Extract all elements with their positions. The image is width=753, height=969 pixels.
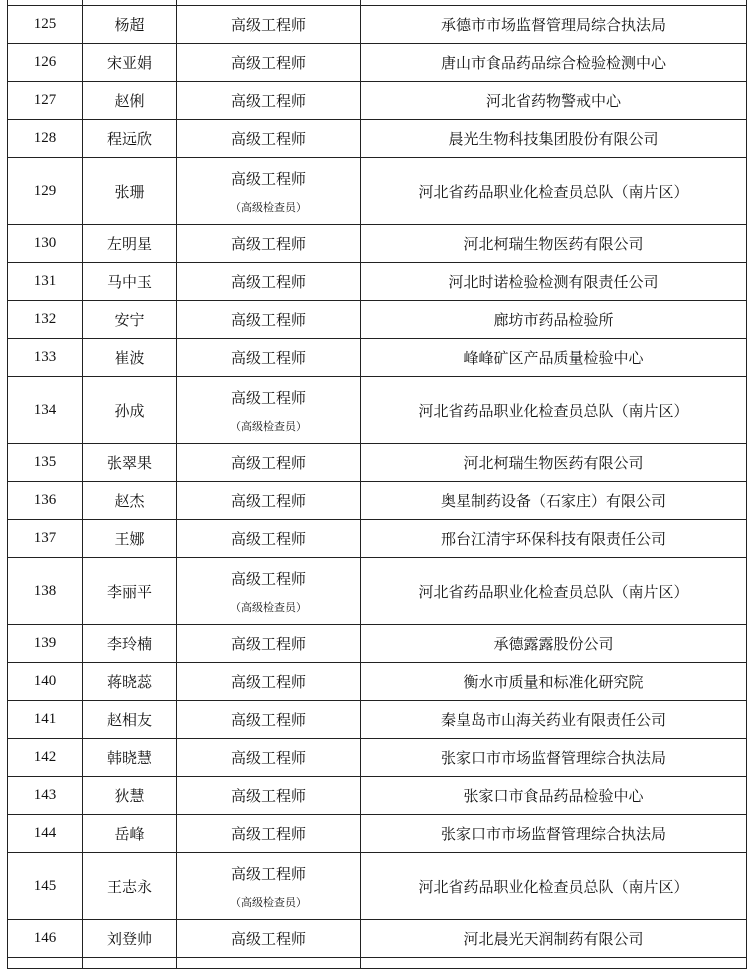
title-cell: [177, 625, 361, 663]
row-number-cell-text: 127: [33, 92, 57, 108]
name-cell-text: 赵杰: [114, 492, 145, 510]
name-cell: [83, 82, 177, 120]
organization-cell: [361, 339, 747, 377]
row-number-cell-text: 133: [33, 349, 57, 365]
name-cell: [83, 558, 177, 625]
name-cell: [83, 920, 177, 958]
name-cell-text: 张翠果: [106, 454, 152, 472]
organization-cell: [361, 44, 747, 82]
name-cell: [83, 120, 177, 158]
row-number-cell: [8, 225, 83, 263]
organization-cell: [361, 6, 747, 44]
row-number-cell-text: 142: [33, 749, 57, 765]
title-cell-text: 高级工程师: [230, 492, 306, 510]
table-row: [8, 263, 747, 301]
title-cell-text: 高级工程师: [230, 569, 306, 588]
name-cell: [83, 6, 177, 44]
organization-cell: [361, 739, 747, 777]
title-cell: [177, 6, 361, 44]
table-row: [8, 120, 747, 158]
organization-cell-text: 邢台江清宇环保科技有限责任公司: [440, 530, 666, 548]
table-row: [8, 482, 747, 520]
organization-cell-text: 承德露露股份公司: [493, 635, 614, 653]
name-cell-text: 杨超: [114, 16, 145, 34]
row-number-cell-text: 136: [33, 492, 57, 508]
table-row: [8, 625, 747, 663]
title-cell-text: 高级工程师: [230, 16, 306, 34]
title-cell-text: 高级工程师: [230, 530, 306, 548]
title-cell-text: 高级工程师: [230, 235, 306, 253]
name-cell-text: 王志永: [106, 877, 152, 896]
empty-cell: [177, 958, 361, 969]
table-row: [8, 225, 747, 263]
title-sub-text: （高级检查员）: [230, 600, 307, 614]
row-number-cell: [8, 663, 83, 701]
organization-cell-text: 河北晨光天润制药有限公司: [463, 930, 644, 948]
title-cell-text: 高级工程师: [230, 825, 306, 843]
row-number-cell: [8, 44, 83, 82]
name-cell: [83, 701, 177, 739]
row-number-cell-text: 134: [33, 401, 57, 418]
organization-cell-text: 河北省药品职业化检查员总队（南片区）: [418, 182, 689, 201]
title-cell: [177, 815, 361, 853]
table-row: [8, 82, 747, 120]
row-number-cell-text: 126: [33, 54, 57, 70]
table-row: [8, 920, 747, 958]
title-cell-text: 高级工程师: [230, 311, 306, 329]
title-cell: [177, 120, 361, 158]
title-cell-text: 高级工程师: [230, 92, 306, 110]
name-cell: [83, 777, 177, 815]
row-number-cell-text: 128: [33, 130, 57, 146]
name-cell-text: 马中玉: [106, 273, 152, 291]
name-cell-text: 崔波: [114, 349, 145, 367]
table-row: [8, 44, 747, 82]
name-cell-text: 韩晓慧: [106, 749, 152, 767]
title-cell: [177, 520, 361, 558]
organization-cell-text: 张家口市市场监督管理综合执法局: [440, 749, 666, 767]
title-cell-text: 高级工程师: [230, 349, 306, 367]
organization-cell: [361, 558, 747, 625]
table-row: [8, 853, 747, 920]
row-number-cell: [8, 853, 83, 920]
name-cell: [83, 444, 177, 482]
table-row: [8, 377, 747, 444]
name-cell: [83, 815, 177, 853]
title-cell: [177, 225, 361, 263]
title-cell-text: 高级工程师: [230, 711, 306, 729]
organization-cell: [361, 920, 747, 958]
empty-cell: [8, 958, 83, 969]
organization-cell-text: 衡水市质量和标准化研究院: [463, 673, 644, 691]
title-cell-text: 高级工程师: [230, 454, 306, 472]
organization-cell: [361, 777, 747, 815]
row-number-cell: [8, 263, 83, 301]
name-cell-text: 赵俐: [114, 92, 145, 110]
title-cell: [177, 339, 361, 377]
row-number-cell-text: 138: [33, 582, 57, 599]
name-cell-text: 左明星: [106, 235, 152, 253]
row-number-cell: [8, 920, 83, 958]
name-cell-text: 安宁: [114, 311, 145, 329]
row-number-cell: [8, 377, 83, 444]
organization-cell-text: 承德市市场监督管理局综合执法局: [440, 16, 666, 34]
title-cell-text: 高级工程师: [230, 273, 306, 291]
title-sub-text: （高级检查员）: [230, 419, 307, 433]
organization-cell: [361, 482, 747, 520]
row-number-cell-text: 125: [33, 16, 57, 32]
table-row: [8, 520, 747, 558]
name-cell: [83, 520, 177, 558]
title-cell: [177, 663, 361, 701]
organization-cell-text: 奥星制药设备（石家庄）有限公司: [440, 492, 666, 510]
title-cell: [177, 777, 361, 815]
table-row: [8, 739, 747, 777]
row-number-cell: [8, 444, 83, 482]
title-cell: [177, 44, 361, 82]
organization-cell: [361, 158, 747, 225]
organization-cell-text: 河北柯瑞生物医药有限公司: [463, 454, 644, 472]
organization-cell: [361, 377, 747, 444]
organization-cell: [361, 301, 747, 339]
table-row-partial-bottom: [8, 958, 747, 969]
organization-cell-text: 河北时诺检验检测有限责任公司: [448, 273, 659, 291]
name-cell-text: 孙成: [114, 401, 145, 420]
table-row: [8, 777, 747, 815]
name-cell: [83, 158, 177, 225]
organization-cell-text: 河北省药品职业化检查员总队（南片区）: [418, 877, 689, 896]
table-row: [8, 6, 747, 44]
row-number-cell-text: 141: [33, 711, 57, 727]
name-cell-text: 王娜: [114, 530, 145, 548]
title-cell-text: 高级工程师: [230, 673, 306, 691]
title-cell: [177, 301, 361, 339]
empty-cell: [361, 958, 747, 969]
name-cell-text: 李丽平: [106, 582, 152, 601]
organization-cell-text: 晨光生物科技集团股份有限公司: [448, 130, 659, 148]
row-number-cell: [8, 482, 83, 520]
organization-cell-text: 河北柯瑞生物医药有限公司: [463, 235, 644, 253]
row-number-cell: [8, 301, 83, 339]
organization-cell-text: 廊坊市药品检验所: [493, 311, 614, 329]
organization-cell-text: 河北省药品职业化检查员总队（南片区）: [418, 582, 689, 601]
organization-cell-text: 秦皇岛市山海关药业有限责任公司: [440, 711, 666, 729]
name-cell-text: 张珊: [114, 182, 145, 201]
row-number-cell: [8, 339, 83, 377]
row-number-cell: [8, 701, 83, 739]
title-cell: [177, 701, 361, 739]
name-cell-text: 狄慧: [114, 787, 145, 805]
title-cell: [177, 739, 361, 777]
organization-cell: [361, 663, 747, 701]
title-cell: [177, 482, 361, 520]
name-cell-text: 宋亚娟: [106, 54, 152, 72]
title-cell: [177, 920, 361, 958]
table-row: [8, 663, 747, 701]
organization-cell: [361, 625, 747, 663]
row-number-cell: [8, 82, 83, 120]
row-number-cell-text: 146: [33, 930, 57, 946]
row-number-cell: [8, 6, 83, 44]
title-cell-text: 高级工程师: [230, 930, 306, 948]
name-cell: [83, 377, 177, 444]
table-row: [8, 558, 747, 625]
row-number-cell-text: 139: [33, 635, 57, 651]
organization-cell: [361, 444, 747, 482]
organization-cell: [361, 701, 747, 739]
title-sub-text: （高级检查员）: [230, 895, 307, 909]
row-number-cell: [8, 815, 83, 853]
organization-cell-text: 唐山市食品药品综合检验检测中心: [440, 54, 666, 72]
row-number-cell-text: 137: [33, 530, 57, 546]
row-number-cell-text: 130: [33, 235, 57, 251]
personnel-table: [7, 0, 747, 969]
organization-cell: [361, 520, 747, 558]
row-number-cell-text: 129: [33, 182, 57, 199]
row-number-cell: [8, 158, 83, 225]
title-cell-text: 高级工程师: [230, 787, 306, 805]
row-number-cell: [8, 777, 83, 815]
row-number-cell-text: 144: [33, 825, 57, 841]
row-number-cell-text: 140: [33, 673, 57, 689]
organization-cell: [361, 853, 747, 920]
name-cell-text: 李玲楠: [106, 635, 152, 653]
title-cell-text: 高级工程师: [230, 169, 306, 188]
name-cell: [83, 663, 177, 701]
title-cell: [177, 444, 361, 482]
name-cell-text: 蒋晓蕊: [106, 673, 152, 691]
organization-cell-text: 河北省药品职业化检查员总队（南片区）: [418, 401, 689, 420]
row-number-cell-text: 132: [33, 311, 57, 327]
title-cell-text: 高级工程师: [230, 864, 306, 883]
name-cell: [83, 625, 177, 663]
row-number-cell-text: 145: [33, 877, 57, 894]
organization-cell-text: 河北省药物警戒中心: [485, 92, 621, 110]
name-cell: [83, 301, 177, 339]
name-cell-text: 赵相友: [106, 711, 152, 729]
title-cell: [177, 158, 361, 225]
title-cell: [177, 377, 361, 444]
table-row: [8, 815, 747, 853]
name-cell: [83, 225, 177, 263]
organization-cell: [361, 815, 747, 853]
title-cell: [177, 82, 361, 120]
title-cell-text: 高级工程师: [230, 54, 306, 72]
organization-cell-text: 峰峰矿区产品质量检验中心: [463, 349, 644, 367]
title-sub-text: （高级检查员）: [230, 200, 307, 214]
organization-cell: [361, 225, 747, 263]
row-number-cell: [8, 739, 83, 777]
organization-cell: [361, 263, 747, 301]
row-number-cell: [8, 558, 83, 625]
name-cell: [83, 263, 177, 301]
empty-cell: [83, 958, 177, 969]
table-row: [8, 158, 747, 225]
row-number-cell: [8, 520, 83, 558]
name-cell: [83, 482, 177, 520]
name-cell: [83, 853, 177, 920]
name-cell-text: 程远欣: [106, 130, 152, 148]
table-row: [8, 301, 747, 339]
row-number-cell-text: 135: [33, 454, 57, 470]
organization-cell-text: 张家口市食品药品检验中心: [463, 787, 644, 805]
table-row: [8, 444, 747, 482]
row-number-cell: [8, 625, 83, 663]
name-cell-text: 岳峰: [114, 825, 145, 843]
title-cell-text: 高级工程师: [230, 388, 306, 407]
row-number-cell-text: 131: [33, 273, 57, 289]
row-number-cell: [8, 120, 83, 158]
title-cell-text: 高级工程师: [230, 635, 306, 653]
name-cell: [83, 44, 177, 82]
name-cell: [83, 739, 177, 777]
title-cell-text: 高级工程师: [230, 749, 306, 767]
table-row: [8, 701, 747, 739]
title-cell-text: 高级工程师: [230, 130, 306, 148]
row-number-cell-text: 143: [33, 787, 57, 803]
title-cell: [177, 263, 361, 301]
title-cell: [177, 558, 361, 625]
name-cell: [83, 339, 177, 377]
organization-cell: [361, 120, 747, 158]
organization-cell-text: 张家口市市场监督管理综合执法局: [440, 825, 666, 843]
name-cell-text: 刘登帅: [106, 930, 152, 948]
table-row: [8, 339, 747, 377]
organization-cell: [361, 82, 747, 120]
title-cell: [177, 853, 361, 920]
